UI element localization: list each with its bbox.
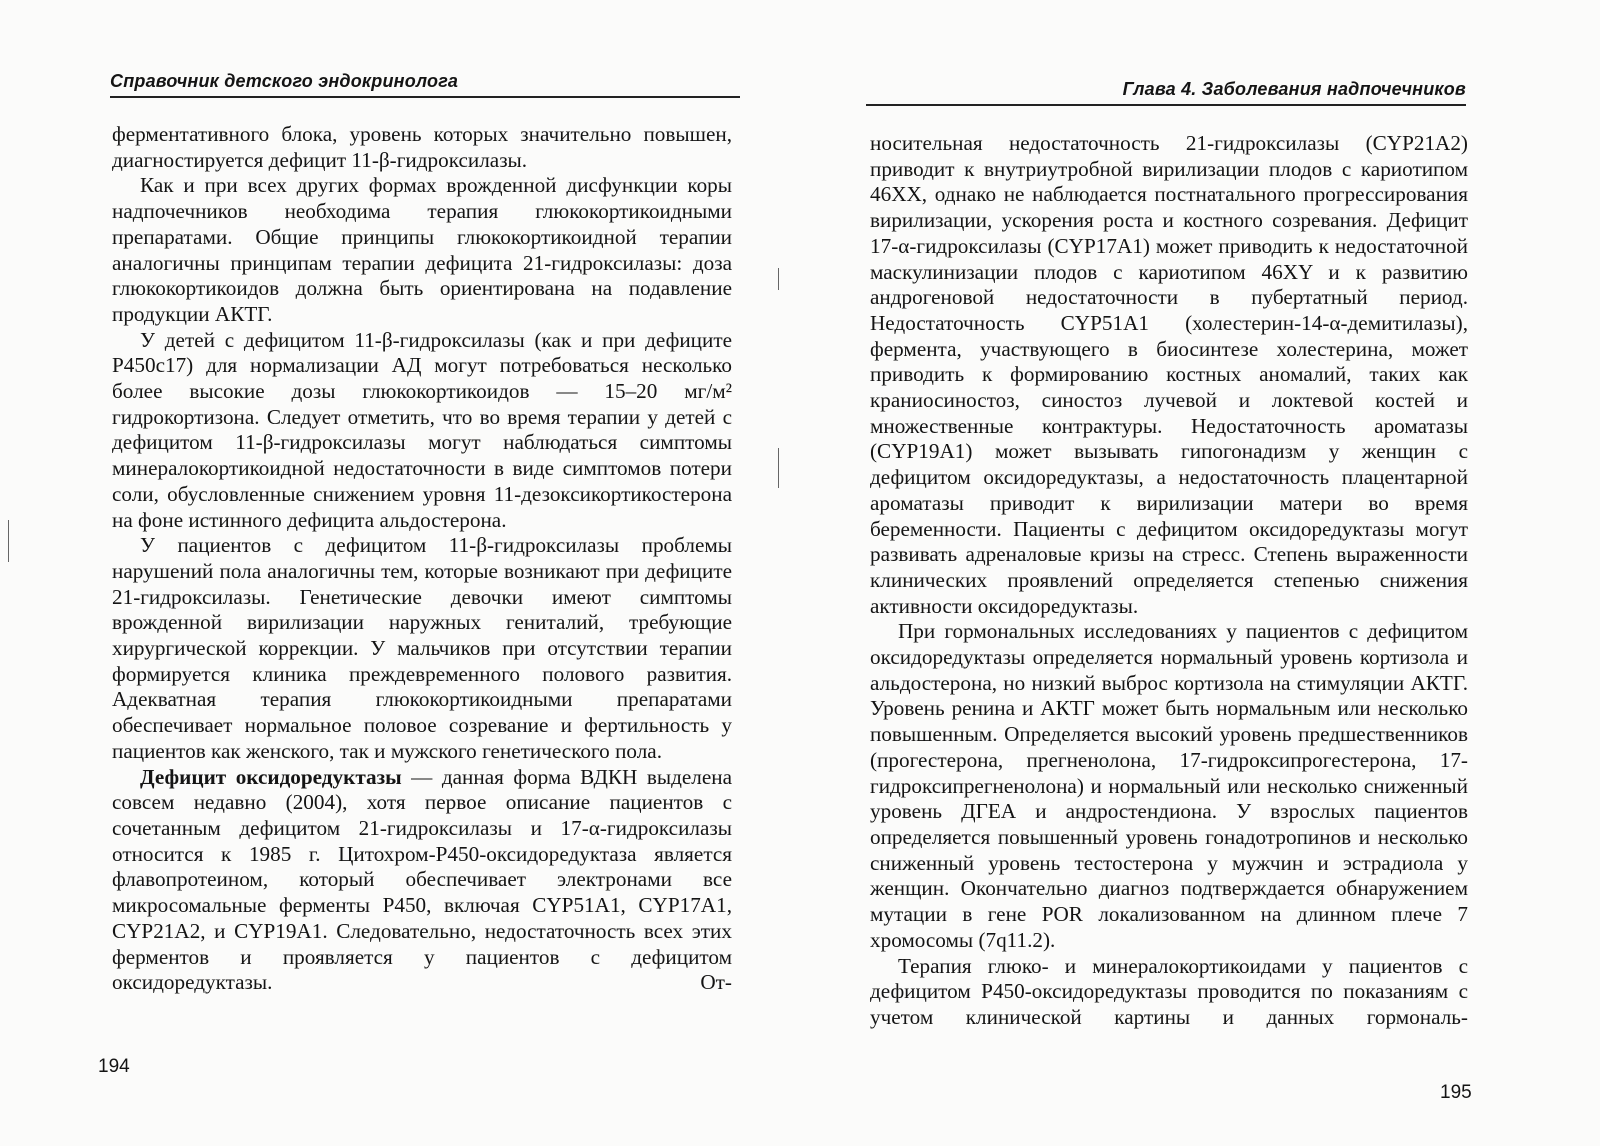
left-page-number: 194 — [98, 1056, 130, 1077]
gutter-mark — [778, 448, 779, 488]
right-page — [800, 0, 1600, 1146]
left-page — [0, 0, 790, 1146]
left-paragraph-1: ферментативного блока, уровень которых значительно повышен, диагностируется дефицит 11-β-гидроксилазы. — [112, 122, 732, 172]
left-paragraph-3: У детей с дефицитом 11-β-гидроксилазы (как и при дефиците P450c17) для нормализации АД могут потребоваться несколько более высокие дозы глюкокортикоидов — 15–20 мг/м² гидрокортизона. Следует отметить, что во время терапии у детей с дефицитом 11-β-гидроксилазы могут наблюдаться симптомы минералокортикоидной недостаточности в виде симптомов потери соли, обусловленные снижением уровня 11-дезоксикортикостерона на фоне истинного дефицита альдостерона. — [112, 327, 732, 532]
right-page-number: 195 — [1440, 1082, 1472, 1103]
right-paragraph-2: При гормональных исследованиях у пациентов с дефицитом оксидоредуктазы определяется нормальный уровень кортизола и альдостерона, но низкий выброс кортизола на стимуляции АКТГ. Уровень ренина и АКТГ может быть нормальным или несколько повышенным. Определяется высокий уровень предшественников (прогестерона, прегненолона, 17-гидроксипрогестерона, 17-гидроксипрегненолона) и нормальный или несколько сниженный уровень ДГЕА и андростендиона. У взрослых пациентов определяется повышенный уровень гонадотропинов и несколько сниженный уровень тестостерона у мужчин и эстрадиола у женщин. Окончательно диагноз подтверждается обнаружением мутации в гене POR локализованном на длинном плече 7 хромосомы (7q11.2). — [870, 619, 1468, 952]
left-paragraph-2: Как и при всех других формах врожденной дисфункции коры надпочечников необходима терапия глюкокортикоидными препаратами. Общие принципы глюкокортикоидной терапии аналогичны принципам терапии дефицита 21-гидроксилазы: доза глюкокортикоидов должна быть ориентирована на подавление продукции АКТГ. — [112, 173, 732, 326]
gutter-mark — [8, 520, 9, 562]
gutter-mark — [778, 268, 779, 290]
left-paragraph-5-body: — данная форма ВДКН выделена совсем недавно (2004), хотя первое описание пациентов с сочетанным дефицитом 21-гидроксилазы и 17-α-гидроксилазы относится к 1985 г. Цитохром-P450-оксидоредуктаза является флавопротеином, который обеспечивает электронами все микросомальные ферменты P450, включая CYP51A1, CYP17A1, CYP21A2, и CYP19A1. Следовательно, недостаточность всех этих ферментов и проявляется у пациентов с дефицитом оксидоредуктазы. От- — [112, 764, 732, 995]
term-oxidoreductase-deficiency: Дефицит оксидоредуктазы — [140, 764, 402, 789]
left-page-text — [112, 122, 732, 996]
left-running-head: Справочник детского эндокринолога — [110, 66, 740, 98]
left-paragraph-4: У пациентов с дефицитом 11-β-гидроксилазы проблемы нарушений пола аналогичны тем, которые возникают при дефиците 21-гидроксилазы. Генетические девочки имеют симптомы врожденной вирилизации наружных гениталий, требующие хирургической коррекции. У мальчиков при отсутствии терапии формируется клиника преждевременного полового развития. Адекватная терапия глюкокортикоидными препаратами обеспечивает нормальное половое созревание и фертильность у пациентов как женского, так и мужского генетического пола. — [112, 533, 732, 763]
right-paragraph-1: носительная недостаточность 21-гидроксилазы (CYP21A2) приводит к внутриутробной вирилизации плодов с кариотипом 46XX, однако не наблюдается постнатального прогрессирования вирилизации, ускорения роста и костного созревания. Дефицит 17-α-гидроксилазы (CYP17A1) может приводить к недостаточной маскулинизации плодов с кариотипом 46XY и к развитию андрогеновой недостаточности в пубертатный период. Недостаточность CYP51A1 (холестерин-14-α-демитилазы), фермента, участвующего в биосинтезе холестерина, может приводить к формированию костных аномалий, таких как краниосиностоз, синостоз лучевой и локтевой костей и множественные контрактуры. Недостаточность ароматазы (CYP19A1) может вызывать гипогонадизм у женщин с дефицитом оксидоредуктазы, а недостаточность плацентарной ароматазы приводит к вирилизации матери во время беременности. Пациенты с дефицитом оксидоредуктазы могут развивать адреналовые кризы на стресс. Степень выраженности клинических проявлений определяется степенью снижения активности оксидоредуктазы. — [870, 131, 1468, 618]
right-page-text — [870, 131, 1468, 1031]
left-paragraph-5 — [112, 765, 732, 996]
right-running-head: Глава 4. Заболевания надпочечников — [866, 74, 1466, 106]
right-paragraph-3: Терапия глюко- и минералокортикоидами у пациентов с дефицитом P450-оксидоредуктазы проводится по показаниям с учетом клинической картины и данных гормональ- — [870, 953, 1468, 1029]
